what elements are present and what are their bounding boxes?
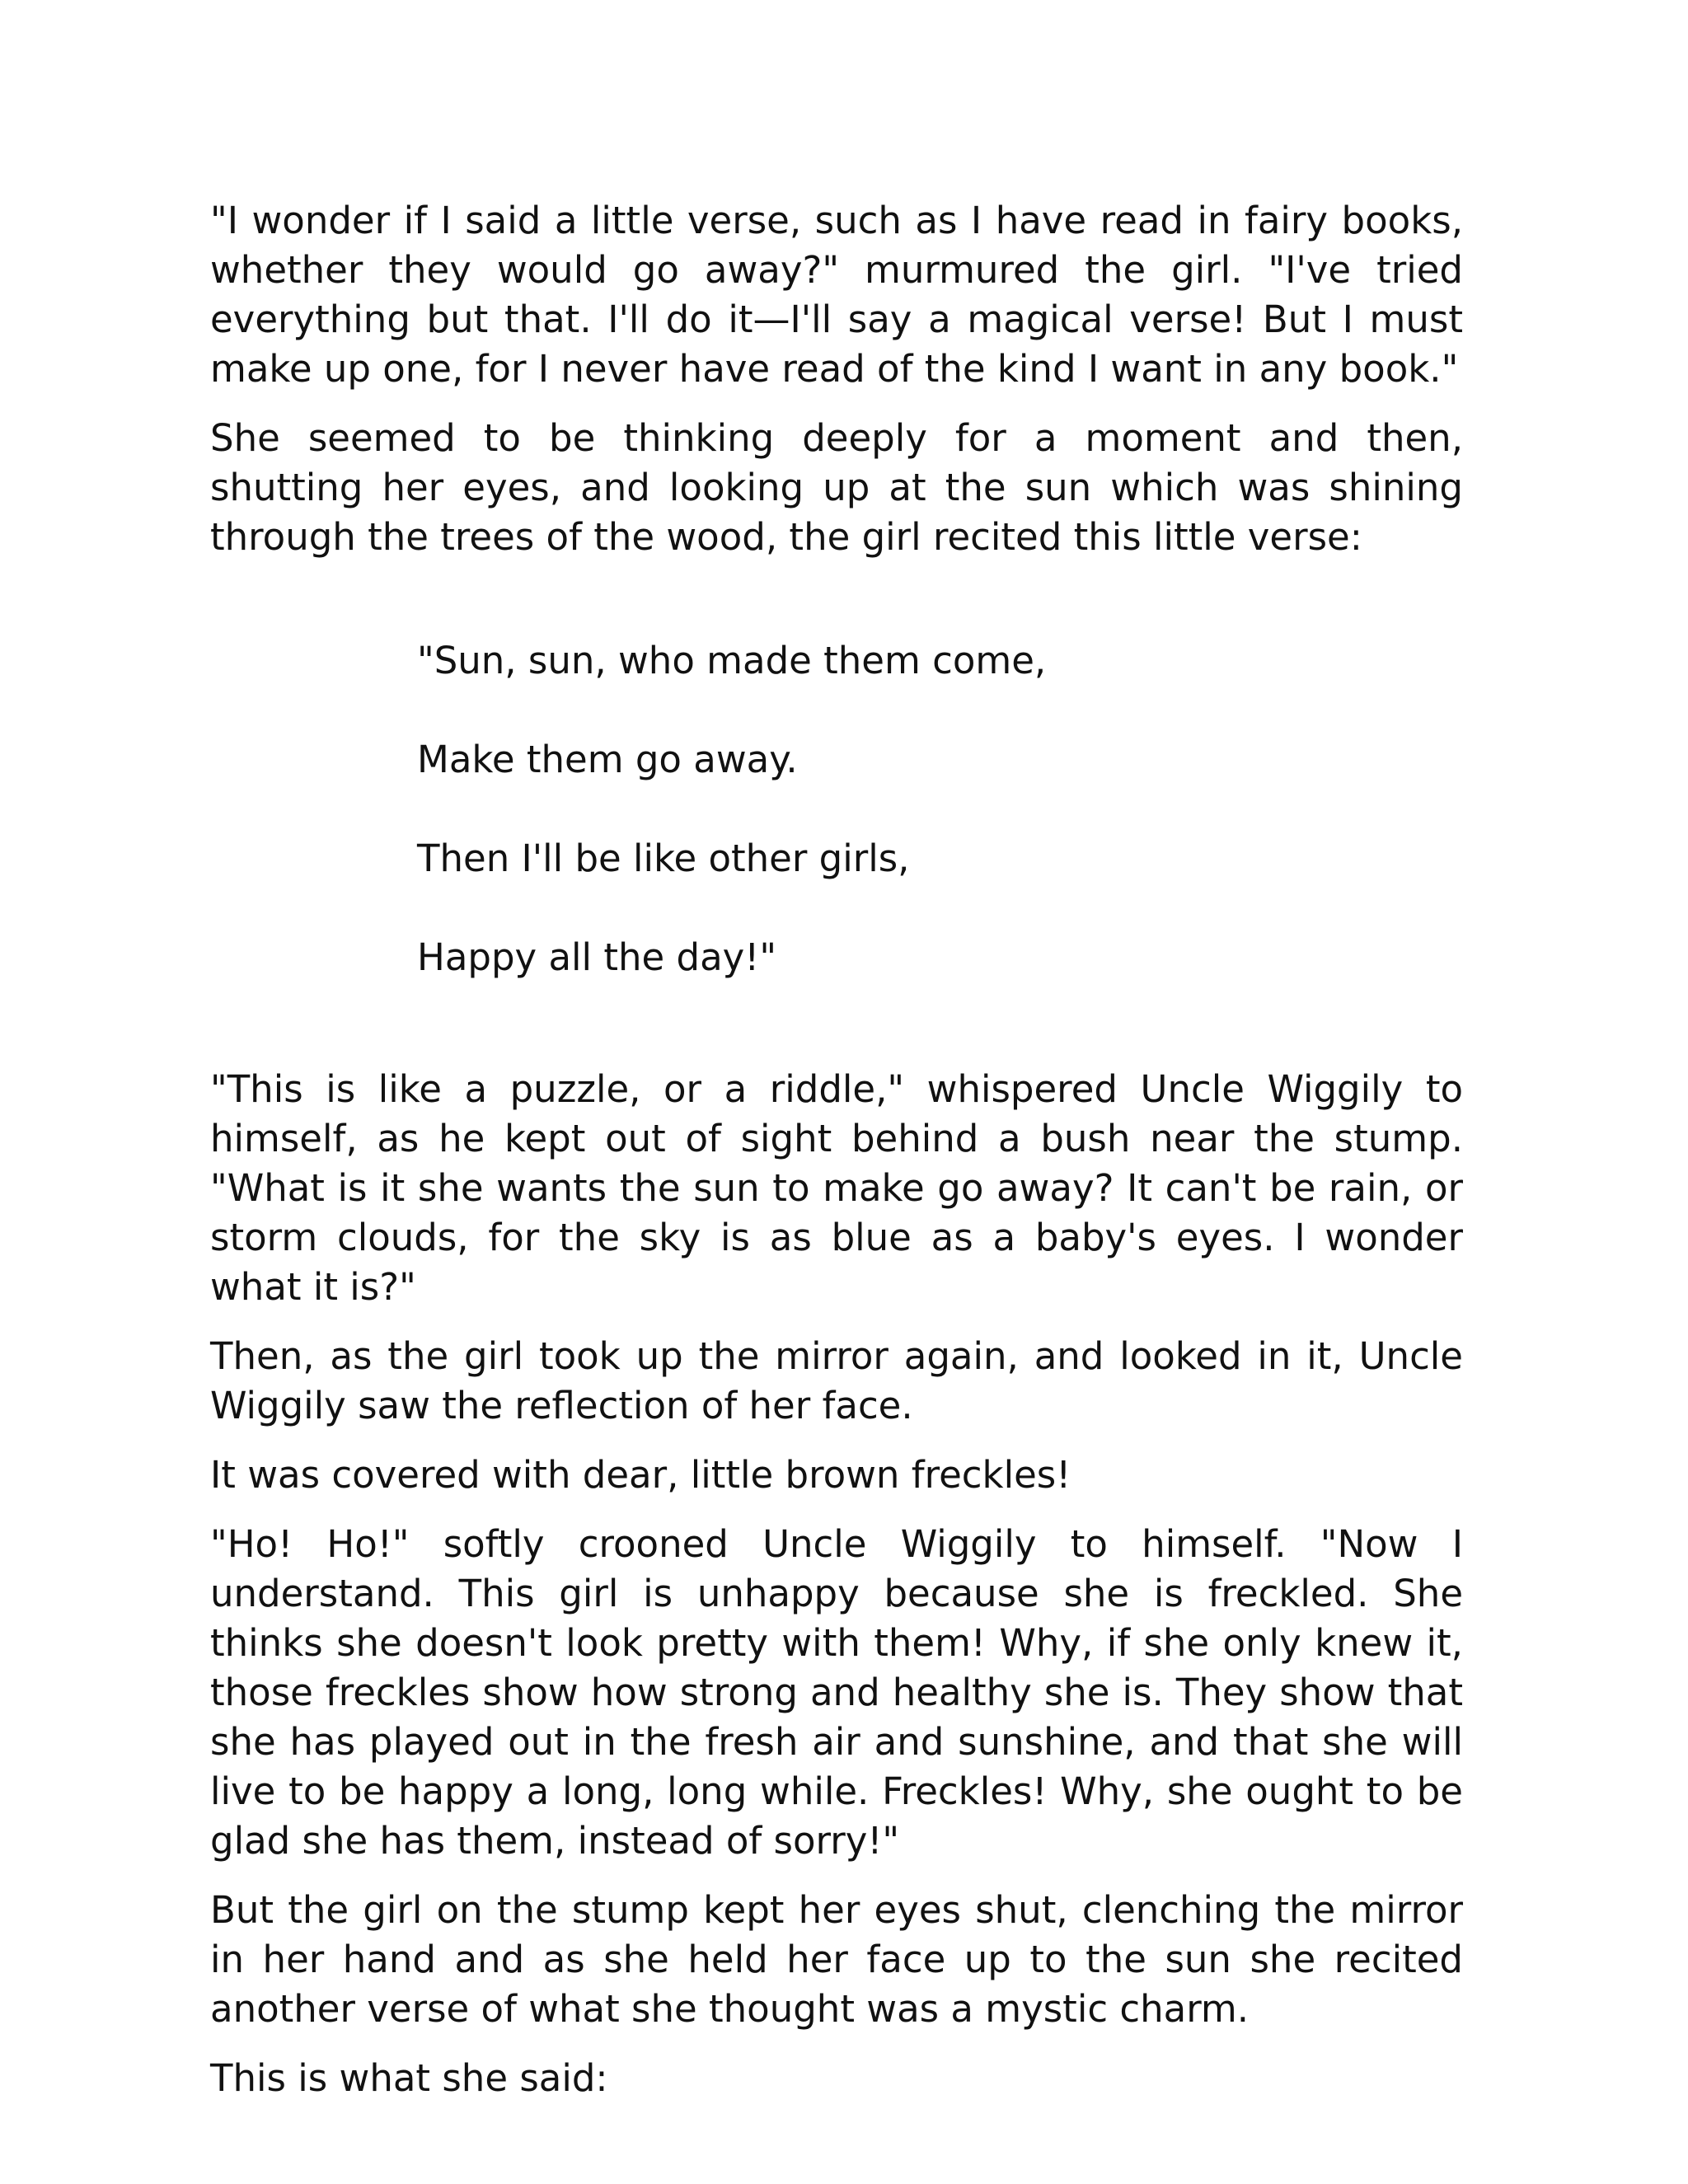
- verse-line: Then I'll be like other girls,: [417, 837, 910, 880]
- paragraph-puzzle: "This is like a puzzle, or a riddle," whispered Uncle Wiggily to himself, as he kept out of sight behind a bush near the stump. "What is it she wants the sun to make go away? It can't be rain, or storm clouds, for the sky is as blue as a baby's eyes. I wonder what it is?": [210, 1067, 1463, 1309]
- paragraph-what-she-said: This is what she said:: [210, 2056, 608, 2100]
- paragraph-freckles: It was covered with dear, little brown freckles!: [210, 1453, 1071, 1497]
- document-page: [210, 196, 1463, 2123]
- paragraph-recitation-intro: She seemed to be thinking deeply for a moment and then, shutting her eyes, and looking up at the sun which was shining through the trees of the wood, the girl recited this little verse:: [210, 416, 1463, 559]
- paragraph-understand: "Ho! Ho!" softly crooned Uncle Wiggily to himself. "Now I understand. This girl is unhappy because she is freckled. She thinks she doesn't look pretty with them! Why, if she only knew it, those freckles show how strong and healthy she is. They show that she has played out in the fresh air and sunshine, and that she will live to be happy a long, long while. Freckles! Why, she ought to be glad she has them, instead of sorry!": [210, 1522, 1463, 1863]
- paragraph-verse-idea: "I wonder if I said a little verse, such as I have read in fairy books, whether they would go away?" murmured the girl. "I've tried everything but that. I'll do it—I'll say a magical verse! But I must make up one, for I never have read of the kind I want in any book.": [210, 199, 1463, 391]
- paragraph-mirror: Then, as the girl took up the mirror again, and looked in it, Uncle Wiggily saw the reflection of her face.: [210, 1334, 1463, 1427]
- verse-block: [417, 587, 1463, 1032]
- verse-line: "Sun, sun, who made them come,: [417, 639, 1047, 682]
- paragraph-mystic-charm: But the girl on the stump kept her eyes shut, clenching the mirror in her hand and as she held her face up to the sun she recited another verse of what she thought was a mystic charm.: [210, 1888, 1463, 2031]
- verse-line: Make them go away.: [417, 738, 798, 781]
- verse-line: Happy all the day!": [417, 935, 777, 979]
